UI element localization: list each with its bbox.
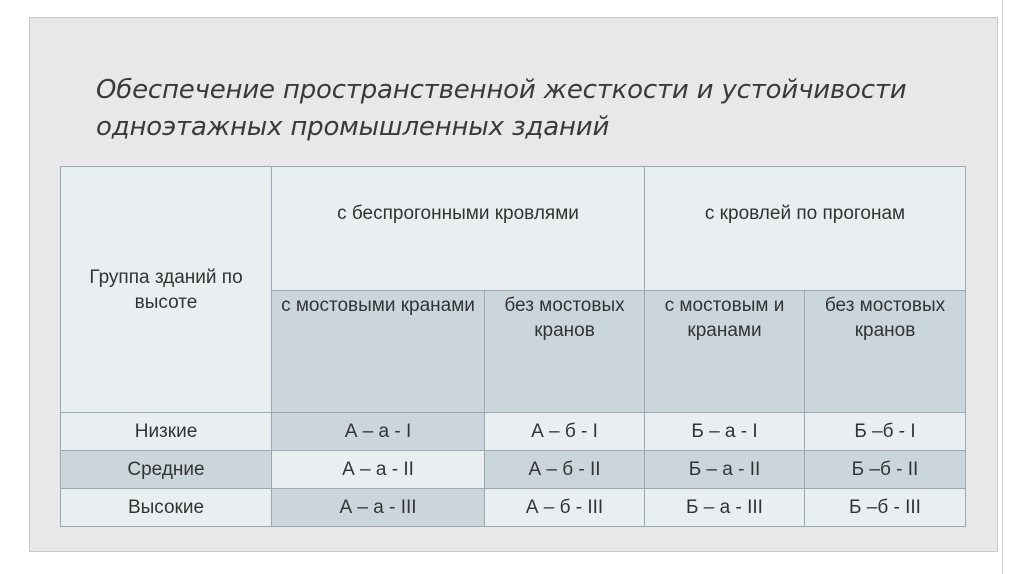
subheader-cell <box>645 291 805 413</box>
row-label: Средние <box>127 459 205 480</box>
cell-value: А – а - III <box>339 497 417 518</box>
group-header-label: Группа зданий по высоте <box>89 266 243 313</box>
table-cell <box>272 413 485 451</box>
classification-table <box>60 166 966 527</box>
table-cell <box>485 451 645 489</box>
table-cell <box>485 413 645 451</box>
table-row <box>61 489 966 527</box>
subheader-label: с мостовыми кранами <box>281 295 475 316</box>
table-row <box>61 413 966 451</box>
cell-value: Б – а - II <box>688 459 761 480</box>
cell-value: А – а - I <box>344 421 412 442</box>
row-label-cell <box>61 489 272 527</box>
cell-value: А – б - II <box>528 459 601 480</box>
cell-value: Б –б - II <box>851 459 919 480</box>
subheader-label: с мостовым и кранами <box>664 295 785 341</box>
col-group-header-cell <box>272 167 645 291</box>
subheader-label: без мостовых кранов <box>504 295 625 341</box>
slide-title: Обеспечение пространственной жесткости и устойчивости одноэтажных промышленных зданий <box>96 75 907 142</box>
table-cell <box>645 413 805 451</box>
cell-value: Б –б - I <box>854 421 916 442</box>
cell-value: А – а - II <box>342 459 414 480</box>
table-cell <box>645 451 805 489</box>
subheader-cell <box>805 291 966 413</box>
table-cell <box>805 413 966 451</box>
col-group-header-cell <box>645 167 966 291</box>
table-header-row <box>61 167 966 291</box>
col-group-label: с беспрогонными кровлями <box>337 203 579 224</box>
cell-value: Б – а - I <box>691 421 758 442</box>
cell-value: А – б - III <box>525 497 604 518</box>
subheader-cell <box>272 291 485 413</box>
col-group-label: с кровлей по прогонам <box>704 203 906 224</box>
table-cell <box>645 489 805 527</box>
table-cell <box>272 451 485 489</box>
subheader-cell <box>485 291 645 413</box>
cell-value: Б – а - III <box>686 497 763 518</box>
row-label: Высокие <box>127 497 205 518</box>
table-cell <box>805 451 966 489</box>
cell-value: А – б - I <box>531 421 598 442</box>
slide-edge-line <box>1002 0 1003 574</box>
group-header-cell <box>61 167 272 413</box>
row-label-cell <box>61 451 272 489</box>
row-label: Низкие <box>134 421 198 442</box>
table-row <box>61 451 966 489</box>
table-cell <box>272 489 485 527</box>
subheader-label: без мостовых кранов <box>824 295 946 341</box>
table-cell <box>485 489 645 527</box>
row-label-cell <box>61 413 272 451</box>
cell-value: Б –б - III <box>849 497 921 518</box>
table-cell <box>805 489 966 527</box>
